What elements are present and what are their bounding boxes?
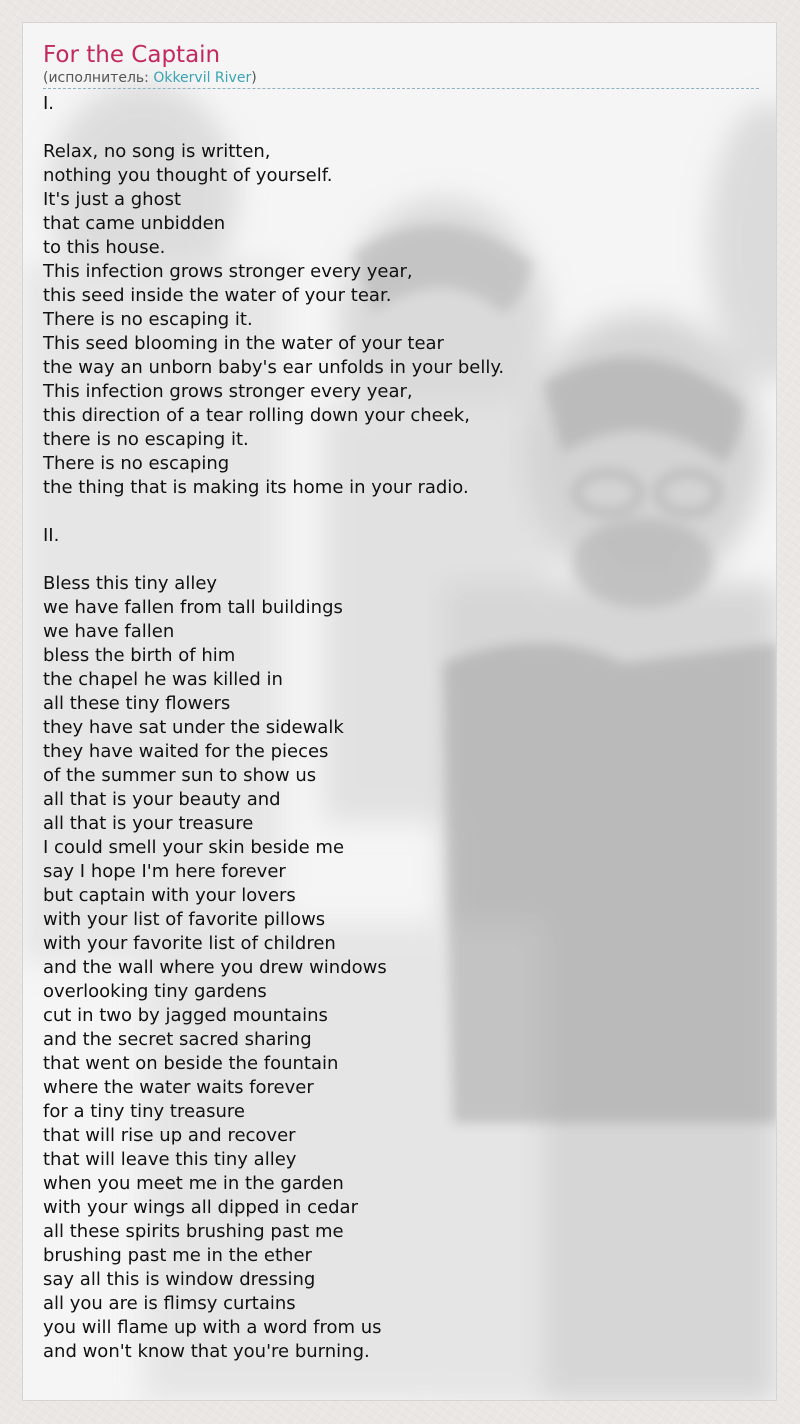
lyric-line: bless the birth of him [43,645,236,666]
lyric-line: There is no escaping it. [43,309,253,330]
lyric-line: Relax, no song is written, [43,141,271,162]
lyric-line: there is no escaping it. [43,429,249,450]
lyric-line: and the wall where you drew windows [43,957,387,978]
artist-link[interactable]: Okkervil River [153,70,252,86]
lyric-line: all that is your treasure [43,813,254,834]
lyric-line: this direction of a tear rolling down your cheek, [43,405,470,426]
lyric-line: to this house. [43,237,166,258]
lyric-line: This infection grows stronger every year, [43,261,413,282]
lyric-line: that came unbidden [43,213,226,234]
lyric-line: when you meet me in the garden [43,1173,344,1194]
lyric-line: where the water waits forever [43,1077,314,1098]
lyric-line: we have fallen from tall buildings [43,597,343,618]
lyric-line: the way an unborn baby's ear unfolds in your belly. [43,357,505,378]
lyric-line: with your wings all dipped in cedar [43,1197,358,1218]
lyric-line: that will rise up and recover [43,1125,296,1146]
lyric-line: we have fallen [43,621,175,642]
lyric-line: they have waited for the pieces [43,741,329,762]
song-content [43,41,759,1364]
lyric-line: I. [43,93,55,114]
song-title: For the Captain [43,42,221,68]
lyric-line: cut in two by jagged mountains [43,1005,328,1026]
lyric-line: Bless this tiny alley [43,573,218,594]
lyric-line: but captain with your lovers [43,885,296,906]
lyric-line: This seed blooming in the water of your tear [43,333,444,354]
lyric-line: that will leave this tiny alley [43,1149,297,1170]
lyric-line: all these tiny flowers [43,693,231,714]
lyric-line: This infection grows stronger every year, [43,381,413,402]
lyric-line: this seed inside the water of your tear. [43,285,392,306]
lyric-line [43,548,759,572]
lyric-line: all that is your beauty and [43,789,281,810]
lyric-line: the thing that is making its home in your radio. [43,477,469,498]
lyric-line: you will flame up with a word from us [43,1317,382,1338]
lyric-line: with your favorite list of children [43,933,336,954]
lyric-line: the chapel he was killed in [43,669,283,690]
lyric-line: say I hope I'm here forever [43,861,286,882]
lyric-line: say all this is window dressing [43,1269,316,1290]
lyric-line: There is no escaping [43,453,230,474]
lyric-line: they have sat under the sidewalk [43,717,344,738]
lyric-line: II. [43,525,60,546]
lyric-line: all these spirits brushing past me [43,1221,344,1242]
lyric-line: that went on beside the fountain [43,1053,339,1074]
lyric-line: brushing past me in the ether [43,1245,312,1266]
artist-line [43,69,759,89]
lyric-line [43,500,759,524]
artist-suffix: ) [251,70,257,86]
lyric-line [43,116,759,140]
lyrics-card [22,22,777,1401]
lyric-line: I could smell your skin beside me [43,837,345,858]
artist-prefix: (исполнитель: [43,70,154,86]
lyric-line: with your list of favorite pillows [43,909,326,930]
lyric-line: overlooking tiny gardens [43,981,267,1002]
lyrics-body [43,92,759,1364]
lyric-line: and the secret sacred sharing [43,1029,312,1050]
lyric-line: of the summer sun to show us [43,765,317,786]
lyric-line: It's just a ghost [43,189,182,210]
lyric-line: for a tiny tiny treasure [43,1101,245,1122]
lyric-line: and won't know that you're burning. [43,1341,370,1362]
lyric-line: all you are is flimsy curtains [43,1293,296,1314]
lyric-line: nothing you thought of yourself. [43,165,333,186]
